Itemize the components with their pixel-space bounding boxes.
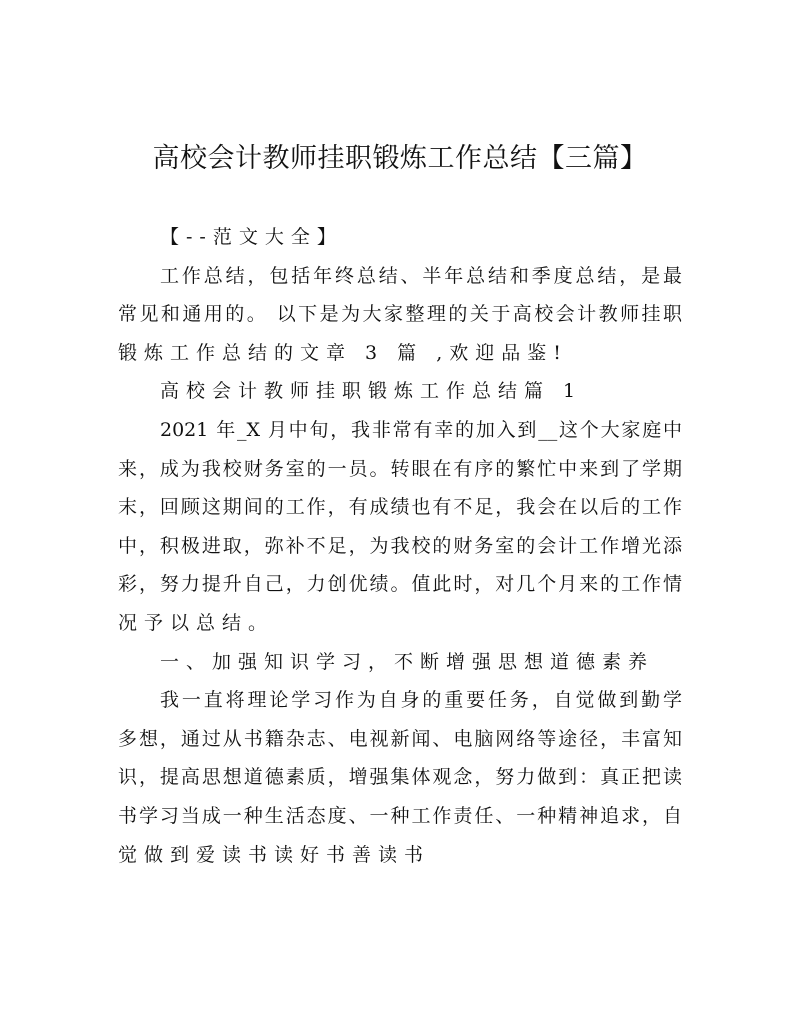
- text-line: 中，积极进取，弥补不足，为我校的财务室的会计工作增光添: [118, 534, 682, 557]
- document-title: 高校会计教师挂职锻炼工作总结【三篇】: [152, 143, 648, 174]
- text-line: 多想，通过从书籍杂志、电视新闻、电脑网络等途径，丰富知: [118, 727, 682, 750]
- text-line: 况予以总结。: [118, 611, 275, 634]
- text-line: 【--范文大全】: [160, 226, 343, 248]
- text-line: 来，成为我校财务室的一员。转眼在有序的繁忙中来到了学期: [118, 457, 682, 480]
- text-line: 识，提高思想道德素质，增强集体观念，努力做到：真正把读: [118, 766, 682, 789]
- text-line: 常见和通用的。 以下是为大家整理的关于高校会计教师挂职: [118, 303, 682, 326]
- text-line: 2021 年_X 月中旬，我非常有幸的加入到__这个大家庭中: [160, 418, 682, 441]
- text-line: 觉做到爱读书读好书善读书: [118, 843, 431, 866]
- text-line: 工作总结，包括年终总结、半年总结和季度总结，是最: [160, 264, 682, 287]
- text-line: 锻炼工作总结的文章 3 篇 ,欢迎品鉴!: [118, 341, 568, 364]
- text-line: 彩，努力提升自己，力创优绩。值此时，对几个月来的工作情: [118, 573, 682, 596]
- text-line: 一、加强知识学习，不断增强思想道德素养: [160, 650, 655, 673]
- document-body: [118, 218, 682, 874]
- text-line: 末，回顾这期间的工作，有成绩也有不足，我会在以后的工作: [118, 496, 682, 519]
- text-line: 书学习当成一种生活态度、一种工作责任、一种精神追求，自: [118, 804, 682, 827]
- text-line: 高校会计教师挂职锻炼工作总结篇 1: [160, 380, 583, 403]
- text-line: 我一直将理论学习作为自身的重要任务，自觉做到勤学: [160, 689, 682, 712]
